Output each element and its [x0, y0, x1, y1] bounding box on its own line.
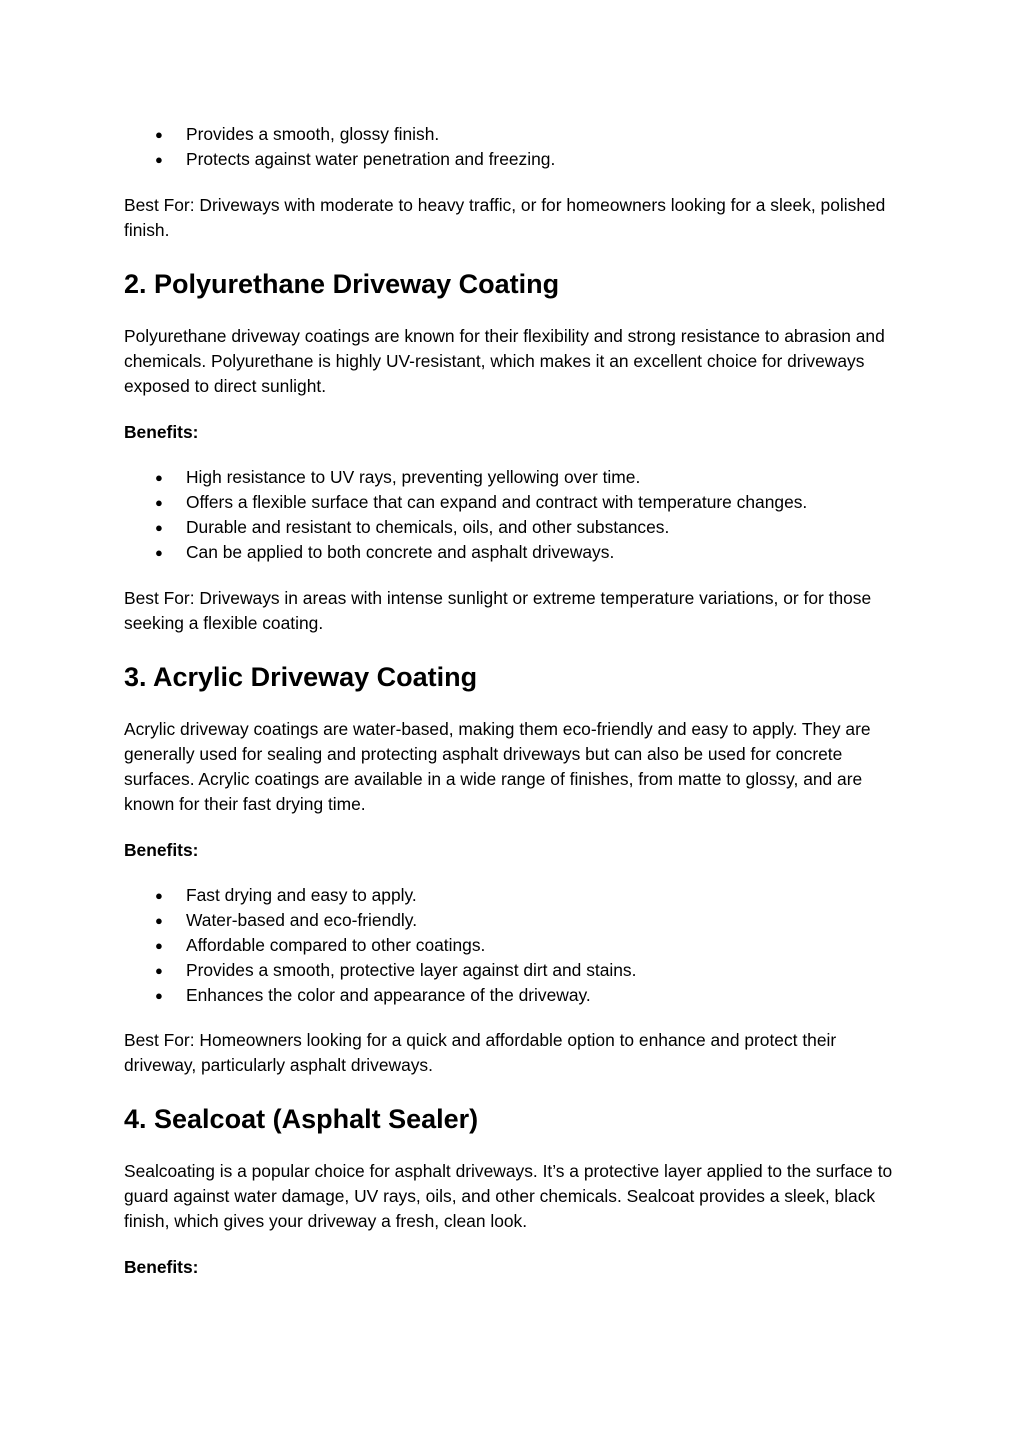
section-best-for-polyurethane: Best For: Driveways in areas with intense sunlight or extreme temperature variations, or for those seeking a flexible coating. [124, 588, 872, 633]
section-description-polyurethane: Polyurethane driveway coatings are known for their flexibility and strong resistance to abrasion and chemicals. Polyurethane is highly UV-resistant, which makes it an excellent choice for driveways exposed to direct sunlight. [124, 326, 885, 396]
bullet-icon: ● [155, 495, 163, 510]
list-item-text: Fast drying and easy to apply. [186, 885, 417, 905]
intro-best-for: Best For: Driveways with moderate to heavy traffic, or for homeowners looking for a sleek, polished finish. [124, 195, 886, 240]
list-item-text: High resistance to UV rays, preventing yellowing over time. [186, 467, 641, 487]
benefits-label-sealcoat: Benefits: [124, 1257, 199, 1277]
bullet-icon: ● [155, 470, 163, 485]
list-item [124, 515, 904, 540]
bullet-icon: ● [155, 963, 163, 978]
section-description-sealcoat: Sealcoating is a popular choice for asphalt driveways. It’s a protective layer applied to the surface to guard against water damage, UV rays, oils, and other chemicals. Sealcoat provides a sleek, black finish, which gives your driveway a fresh, clean look. [124, 1161, 893, 1231]
list-item [124, 465, 904, 490]
list-item [124, 908, 904, 933]
list-item-text: Provides a smooth, glossy finish. [186, 124, 440, 144]
list-item-text: Offers a flexible surface that can expand and contract with temperature changes. [186, 492, 808, 512]
section-heading-polyurethane: 2. Polyurethane Driveway Coating [124, 269, 560, 299]
list-item [124, 490, 904, 515]
bullet-icon: ● [155, 913, 163, 928]
list-item [124, 122, 904, 147]
list-item [124, 958, 904, 983]
list-item-text: Enhances the color and appearance of the driveway. [186, 985, 591, 1005]
section-heading-acrylic: 3. Acrylic Driveway Coating [124, 662, 478, 692]
list-item-text: Protects against water penetration and freezing. [186, 149, 556, 169]
section-description-acrylic: Acrylic driveway coatings are water-based, making them eco-friendly and easy to apply. They are generally used for sealing and protecting asphalt driveways but can also be used for concrete surfaces. Acrylic coatings are available in a wide range of finishes, from matte to glossy, and are known for their fast drying time. [124, 719, 871, 814]
bullet-icon: ● [155, 520, 163, 535]
bullet-icon: ● [155, 127, 163, 142]
list-item-text: Can be applied to both concrete and asphalt driveways. [186, 542, 615, 562]
benefits-label-polyurethane: Benefits: [124, 422, 199, 442]
list-item-text: Provides a smooth, protective layer against dirt and stains. [186, 960, 637, 980]
bullet-icon: ● [155, 988, 163, 1003]
list-item [124, 883, 904, 908]
benefits-list-acrylic [124, 883, 904, 1008]
list-item [124, 983, 904, 1008]
list-item-text: Durable and resistant to chemicals, oils, and other substances. [186, 517, 670, 537]
list-item [124, 147, 904, 172]
list-item-text: Water-based and eco-friendly. [186, 910, 418, 930]
bullet-icon: ● [155, 888, 163, 903]
bullet-icon: ● [155, 938, 163, 953]
bullet-icon: ● [155, 545, 163, 560]
list-item-text: Affordable compared to other coatings. [186, 935, 486, 955]
benefits-list-polyurethane [124, 465, 904, 565]
benefits-label-acrylic: Benefits: [124, 840, 199, 860]
intro-bullet-list [124, 122, 904, 172]
list-item [124, 540, 904, 565]
section-heading-sealcoat: 4. Sealcoat (Asphalt Sealer) [124, 1104, 479, 1134]
section-best-for-acrylic: Best For: Homeowners looking for a quick and affordable option to enhance and protect their driveway, particularly asphalt driveways. [124, 1030, 837, 1075]
bullet-icon: ● [155, 152, 163, 167]
list-item [124, 933, 904, 958]
